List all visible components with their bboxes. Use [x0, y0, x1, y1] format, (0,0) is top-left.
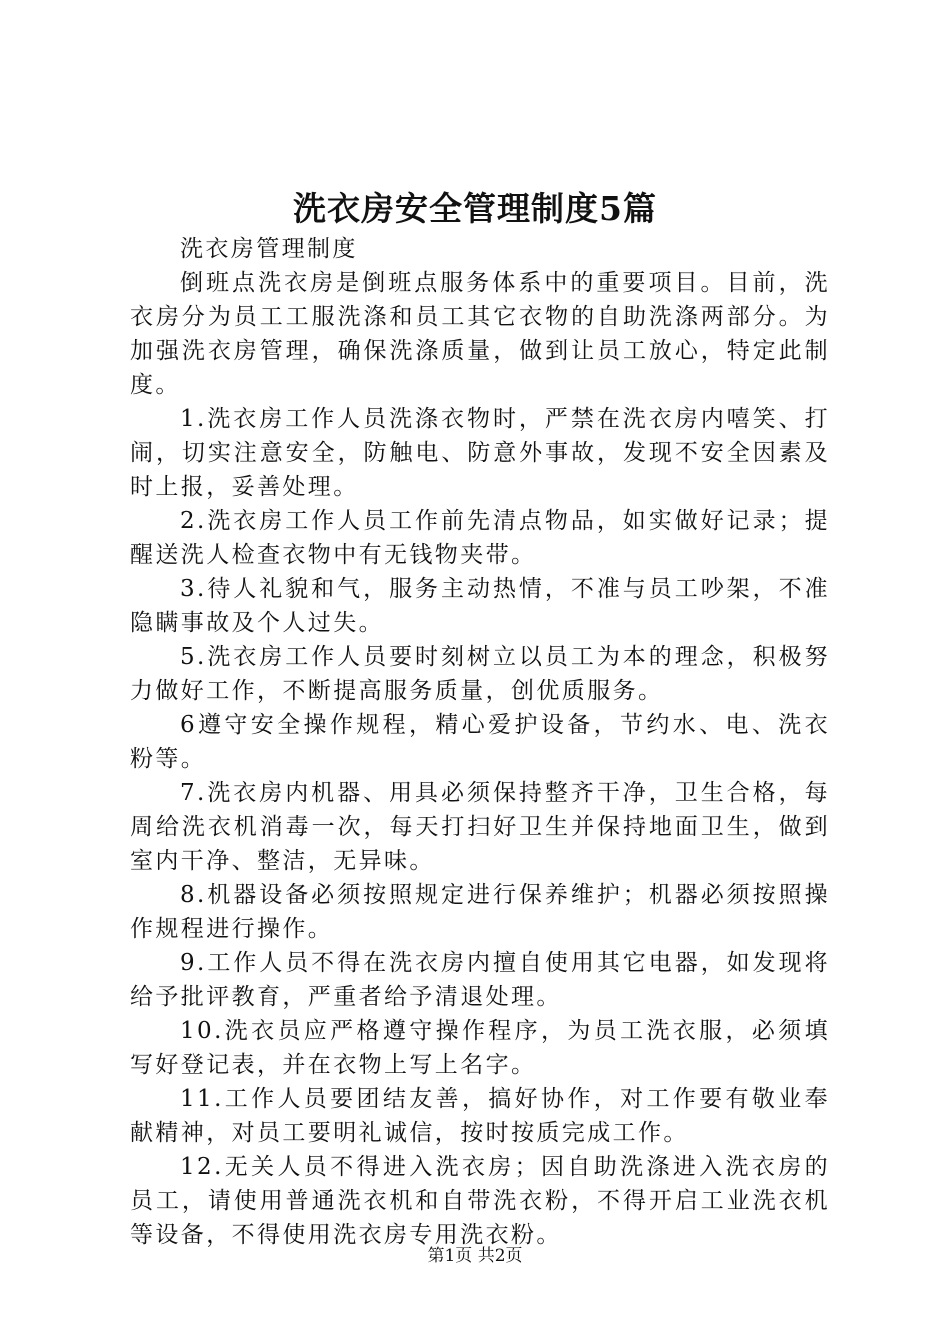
- intro-paragraph: 倒班点洗衣房是倒班点服务体系中的重要项目。目前，洗衣房分为员工工服洗涤和员工其它衣物的自助洗涤两部分。为加强洗衣房管理，确保洗涤质量，做到让员工放心，特定此制度。: [130, 270, 830, 398]
- rule-item-9: 9.工作人员不得在洗衣房内擅自使用其它电器，如发现将给予批评教育，严重者给予清退处理。: [130, 950, 830, 1010]
- rule-item-6: 6遵守安全操作规程，精心爱护设备，节约水、电、洗衣粉等。: [130, 712, 830, 772]
- rule-item-2: 2.洗衣房工作人员工作前先清点物品，如实做好记录；提醒送洗人检查衣物中有无钱物夹带。: [130, 508, 830, 568]
- rule-item-1: 1.洗衣房工作人员洗涤衣物时，严禁在洗衣房内嘻笑、打闹，切实注意安全，防触电、防意外事故，发现不安全因素及时上报，妥善处理。: [130, 406, 830, 500]
- rule-item-8: 8.机器设备必须按照规定进行保养维护；机器必须按照操作规程进行操作。: [130, 882, 830, 942]
- rule-item-12: 12.无关人员不得进入洗衣房；因自助洗涤进入洗衣房的员工，请使用普通洗衣机和自带洗衣粉，不得开启工业洗衣机等设备，不得使用洗衣房专用洗衣粉。: [130, 1154, 830, 1248]
- section-heading: 洗衣房管理制度: [180, 236, 358, 262]
- document-body: [130, 232, 830, 1252]
- document-title: 洗衣房安全管理制度5篇: [293, 189, 657, 228]
- rule-item-5: 5.洗衣房工作人员要时刻树立以员工为本的理念，积极努力做好工作，不断提高服务质量，创优质服务。: [130, 644, 830, 704]
- rule-item-3: 3.待人礼貌和气，服务主动热情，不准与员工吵架，不准隐瞒事故及个人过失。: [130, 576, 830, 636]
- rule-item-10: 10.洗衣员应严格遵守操作程序，为员工洗衣服，必须填写好登记表，并在衣物上写上名字。: [130, 1018, 830, 1078]
- rule-item-7: 7.洗衣房内机器、用具必须保持整齐干净，卫生合格，每周给洗衣机消毒一次，每天打扫好卫生并保持地面卫生，做到室内干净、整洁，无异味。: [130, 780, 830, 874]
- page-footer: 第1页 共2页: [427, 1246, 523, 1266]
- rule-item-11: 11.工作人员要团结友善，搞好协作，对工作要有敬业奉献精神，对员工要明礼诚信，按时按质完成工作。: [130, 1086, 830, 1146]
